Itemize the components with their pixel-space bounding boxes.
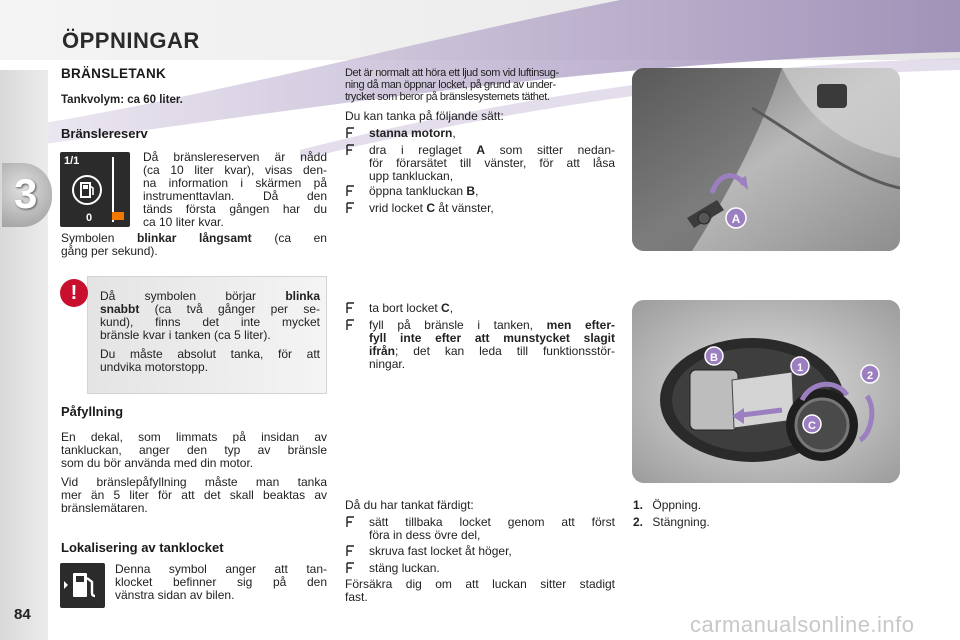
section-title: BRÄNSLETANK <box>61 66 167 81</box>
fuel-side-icon <box>60 563 105 608</box>
reserve-title: Bränslereserv <box>61 126 148 141</box>
photo-fuel-cap <box>632 300 900 483</box>
bullet-icon <box>345 516 357 528</box>
warning-text: Då symbolen börjar blinka snabbt (ca två gånger per se- kund), finns det inte mycket bränsle kvar i tanken (ca 5 liter). Du måste absolut tanka, för att undvika motorstopp. <box>100 289 320 374</box>
legend-opening: 1. Öppning. <box>633 498 702 512</box>
refill-text: En dekal, som limmats på insidan av tankluckan, anger den typ av bränsle som du bör använda med din motor. Vid bränslepåfyllning måste man tanka mer än 5 liter för att det skall beaktas av bränslemätaren. <box>61 430 327 515</box>
bullet-icon <box>345 185 357 197</box>
release-lever-illustration <box>632 68 900 251</box>
watermark: carmanualsonline.info <box>690 612 915 637</box>
bullet-icon <box>345 562 357 574</box>
tank-volume: Tankvolym: ca 60 liter. <box>61 94 183 106</box>
bullet-icon <box>345 319 357 331</box>
warning-icon: ! <box>60 279 88 307</box>
callout-1: 1 <box>796 362 804 374</box>
photo-release-lever <box>632 68 900 251</box>
fuel-cap-illustration <box>632 300 900 483</box>
bullet-icon <box>345 144 357 156</box>
bullet-icon <box>345 302 357 314</box>
reserve-text: Då bränslereserven är nådd (ca 10 liter kvar), visas den- na information i skärmen på instrumenttavlan. Då den tänds första gången har du ca 10 liter kvar. <box>143 150 327 229</box>
callout-b: B <box>710 352 718 364</box>
gauge-full-label: 1/1 <box>64 155 80 167</box>
page-title: ÖPPNINGAR <box>62 28 200 53</box>
refuel-intro: Du kan tanka på följande sätt: <box>345 109 504 123</box>
fuel-pump-icon <box>72 174 102 206</box>
chapter-number: 3 <box>14 170 38 217</box>
refill-title: Påfyllning <box>61 404 124 419</box>
bullet-icon <box>345 202 357 214</box>
bullet-icon <box>345 127 357 139</box>
left-margin-strip <box>0 70 48 640</box>
fuel-gauge-icon <box>60 152 130 227</box>
after-final-note: Försäkra dig om att luckan sitter stadigt fast. <box>345 577 615 604</box>
fuel-pump-side-icon <box>60 563 105 608</box>
legend-closing: 2. Stängning. <box>633 515 710 529</box>
location-text: Denna symbol anger att tan- klocket befinner sig på den vänstra sidan av bilen. <box>115 562 327 602</box>
gauge-empty-label: 0 <box>86 212 93 224</box>
blink-text: Symbolen blinkar långsamt (ca en gång per sekund). <box>61 231 327 258</box>
callout-2: 2 <box>866 370 874 382</box>
callout-a: A <box>731 212 741 226</box>
noise-note: Det är normalt att höra ett ljud som vid luftinsug- ning då man öppnar locket, på grund av under- trycket som beror på bränslesystemets täthet. <box>345 67 559 103</box>
callout-c: C <box>808 420 816 432</box>
gauge-needle <box>112 212 124 220</box>
after-intro: Då du har tankat färdigt: <box>345 498 474 512</box>
page-number: 84 <box>14 606 31 623</box>
bullet-icon <box>345 545 357 557</box>
location-title: Lokalisering av tanklocket <box>61 540 224 555</box>
